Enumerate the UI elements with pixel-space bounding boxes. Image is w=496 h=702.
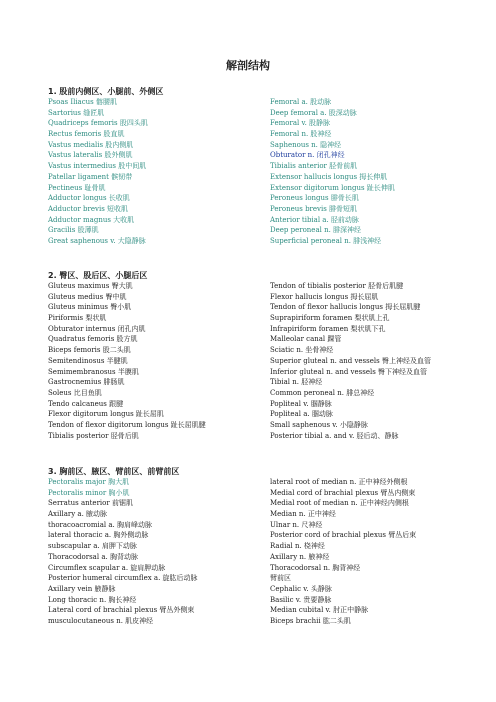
term-entry: Obturator internus 闭孔内肌 xyxy=(48,324,146,333)
term-entry: Anterior tibial a. 胫前动脉 xyxy=(270,215,359,224)
term-entry: Sciatic n. 坐骨神经 xyxy=(270,346,334,355)
term-entry: Circumflex scapular a. 旋肩胛动脉 xyxy=(48,563,166,572)
term-entry: Long thoracic n. 胸长神经 xyxy=(48,595,137,604)
term-entry: musculocutaneous n. 肌皮神经 xyxy=(48,616,154,625)
term-entry: Median cubital v. 肘正中静脉 xyxy=(270,606,369,615)
section-1 xyxy=(48,86,468,245)
term-entry: Biceps brachii 肱二头肌 xyxy=(270,616,351,625)
term-entry: Tibialis posterior 胫骨后肌 xyxy=(48,431,139,440)
term-entry: Gluteus maximus 臀大肌 xyxy=(48,282,133,290)
term-entry: Posterior cord of brachial plexus 臂丛后束 xyxy=(270,531,417,540)
term-entry: Serratus anterior 前锯肌 xyxy=(48,499,133,508)
term-entry: Tibialis anterior 胫骨前肌 xyxy=(270,162,358,171)
term-entry: Peroneus brevis 腓骨短肌 xyxy=(270,204,358,213)
term-entry: Axillary a. 腋动脉 xyxy=(48,510,108,519)
term-entry: 臂前区 xyxy=(270,574,291,583)
term-entry: Pectoralis minor 胸小肌 xyxy=(48,488,130,497)
term-entry: Thoracodorsal a. 胸背动脉 xyxy=(48,552,138,561)
term-entry: Infrapiriform foramen 梨状肌下孔 xyxy=(270,324,386,333)
right-term-column xyxy=(270,477,480,627)
section-heading: 3. 胸前区、腋区、臂前区、前臂前区 xyxy=(48,467,180,476)
term-entry: Superior gluteal n. and vessels 臀上神经及血管 xyxy=(270,356,431,365)
term-entry: Sartorius 缝匠肌 xyxy=(48,108,105,117)
term-entry: Ulnar n. 尺神经 xyxy=(270,520,323,529)
term-entry: thoracoacromial a. 胸肩峰动脉 xyxy=(48,520,152,529)
term-entry: Tendon of flexor digitorum longus 趾长屈肌腱 xyxy=(48,420,206,429)
term-entry: Quadratus femoris 股方肌 xyxy=(48,335,138,344)
term-entry: Suprapiriform foramen 梨状肌上孔 xyxy=(270,314,390,323)
section-heading: 2. 臀区、股后区、小腿后区 xyxy=(48,271,148,280)
term-entry: Gastrocnemius 腓肠肌 xyxy=(48,378,125,387)
term-entry: Medial cord of brachial plexus 臂丛内侧束 xyxy=(270,488,416,497)
term-entry: subscapular a. 肩胛下动脉 xyxy=(48,542,137,551)
term-entry: Deep femoral a. 股深动脉 xyxy=(270,108,357,117)
left-term-column xyxy=(48,477,268,627)
term-entry: lateral root of median n. 正中神经外侧根 xyxy=(270,478,408,486)
term-entry: Saphenous n. 隐神经 xyxy=(270,140,342,149)
term-entry: Pectoralis major 胸大肌 xyxy=(48,478,130,486)
term-entry: Tendon of flexor hallucis longus 拇长屈肌腱 xyxy=(270,303,421,312)
term-entry: Vastus medialis 股内侧肌 xyxy=(48,140,134,149)
term-entry: Obturator n. 闭孔神经 xyxy=(270,151,345,160)
term-entry: Basilic v. 贵要静脉 xyxy=(270,595,332,604)
term-entry: Tibial n. 胫神经 xyxy=(270,378,323,387)
term-entry: Median n. 正中神经 xyxy=(270,510,336,519)
term-entry: Common peroneal n. 腓总神经 xyxy=(270,388,375,397)
right-term-column xyxy=(270,281,480,441)
term-entry: Soleus 比目鱼肌 xyxy=(48,388,102,397)
term-entry: Posterior tibial a. and v. 胫后动、静脉 xyxy=(270,431,399,440)
page-title: 解剖结构 xyxy=(226,59,270,72)
term-entry: Gracilis 股薄肌 xyxy=(48,226,99,235)
term-entry: Deep peroneal n. 腓深神经 xyxy=(270,226,362,235)
term-entry: Gluteus minimus 臀小肌 xyxy=(48,303,132,312)
term-entry: Semitendinosus 半腱肌 xyxy=(48,356,128,365)
term-entry: Axillary n. 腋神经 xyxy=(270,552,330,561)
left-term-column xyxy=(48,97,268,247)
term-entry: Rectus femoris 股直肌 xyxy=(48,130,125,139)
term-entry: Vastus lateralis 股外侧肌 xyxy=(48,151,133,160)
term-entry: Adductor magnus 大收肌 xyxy=(48,215,135,224)
term-entry: Inferior gluteal n. and vessels 臀下神经及血管 xyxy=(270,367,428,376)
section-2 xyxy=(48,270,468,440)
section-3 xyxy=(48,466,468,625)
term-entry: Tendon of tibialis posterior 胫骨后肌腱 xyxy=(270,282,404,290)
term-entry: Superficial peroneal n. 腓浅神经 xyxy=(270,236,382,245)
term-entry: Thoracodorsal n. 胸背神经 xyxy=(270,563,361,572)
term-entry: Posterior humeral circumflex a. 旋肱后动脉 xyxy=(48,574,198,583)
term-entry: Biceps femoris 股二头肌 xyxy=(48,346,131,355)
term-entry: Flexor digitorum longus 趾长屈肌 xyxy=(48,410,164,419)
left-term-column xyxy=(48,281,268,441)
term-entry: Pectineus 耻骨肌 xyxy=(48,183,106,192)
term-entry: Patellar ligament 髌韧带 xyxy=(48,172,133,181)
term-entry: Semimembranosus 半膜肌 xyxy=(48,367,139,376)
term-entry: Popliteal a. 腘动脉 xyxy=(270,410,333,419)
term-entry: Quadriceps femoris 股四头肌 xyxy=(48,119,148,128)
term-entry: Extensor digitorum longus 趾长伸肌 xyxy=(270,183,395,192)
term-entry: Cephalic v. 头静脉 xyxy=(270,584,332,593)
term-entry: Piriformis 梨状肌 xyxy=(48,314,107,323)
section-heading: 1. 股前内侧区、小腿前、外侧区 xyxy=(48,87,164,96)
term-entry: Malleolar canal 踝管 xyxy=(270,335,342,344)
term-entry: Extensor hallucis longus 拇长伸肌 xyxy=(270,172,388,181)
term-entry: lateral thoracic a. 胸外侧动脉 xyxy=(48,531,149,540)
term-entry: Peroneus longus 腓骨长肌 xyxy=(270,194,359,203)
term-entry: Psoas Iliacus 髂腰肌 xyxy=(48,98,117,106)
term-entry: Radial n. 桡神经 xyxy=(270,542,325,551)
term-entry: Femoral n. 股神经 xyxy=(270,130,332,139)
term-entry: Medial root of median n. 正中神经内侧根 xyxy=(270,499,409,508)
term-entry: Great saphenous v. 大隐静脉 xyxy=(48,236,146,245)
term-entry: Adductor brevis 短收肌 xyxy=(48,204,129,213)
term-entry: Lateral cord of brachial plexus 臂丛外侧束 xyxy=(48,606,195,615)
term-entry: Popliteal v. 腘静脉 xyxy=(270,399,332,408)
term-entry: Vastus intermedius 股中间肌 xyxy=(48,162,147,171)
term-entry: Axillary vein 腋静脉 xyxy=(48,584,116,593)
term-entry: Gluteus medius 臀中肌 xyxy=(48,292,127,301)
term-entry: Femoral a. 股动脉 xyxy=(270,98,332,106)
term-entry: Tendo calcaneus 跟腱 xyxy=(48,399,124,408)
term-entry: Femoral v. 股静脉 xyxy=(270,119,331,128)
right-term-column xyxy=(270,97,480,247)
term-entry: Adductor longus 长收肌 xyxy=(48,194,130,203)
term-entry: Flexor hallucis longus 拇长屈肌 xyxy=(270,292,379,301)
term-entry: Small saphenous v. 小隐静脉 xyxy=(270,420,368,429)
